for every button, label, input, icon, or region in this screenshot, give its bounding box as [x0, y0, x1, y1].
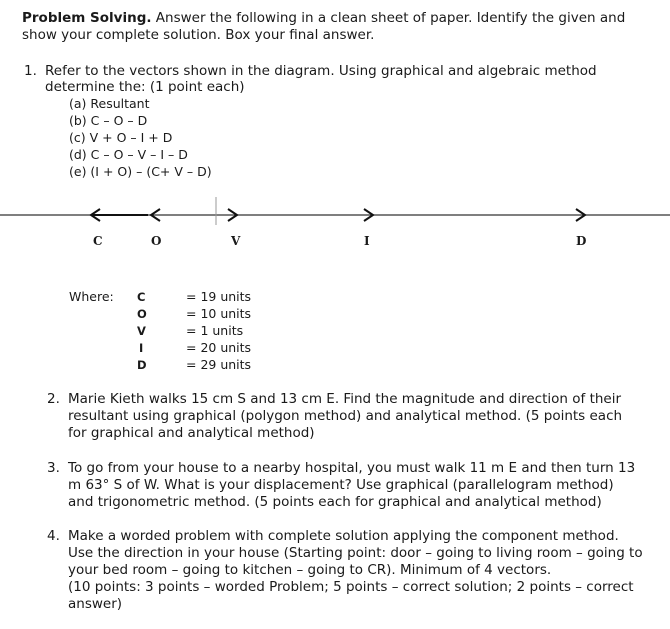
problem4-line: Use the direction in your house (Starting point: door – going to living room – going to: [68, 545, 643, 561]
problem1-line-2: determine the: (1 point each): [45, 79, 245, 95]
where-value: = 29 units: [186, 357, 252, 372]
problem3-number: 3.: [47, 460, 60, 476]
intro-line-1: [22, 10, 625, 26]
problem4-line: your bed room – going to kitchen – going to CR). Minimum of 4 vectors.: [68, 562, 552, 578]
problem1-item: (c) V + O – I + D: [69, 130, 173, 145]
vector-label-c: C: [93, 234, 103, 248]
where-value: = 19 units: [186, 289, 252, 304]
where-name: O: [137, 307, 147, 321]
intro-text-1: Answer the following in a clean sheet of paper. Identify the given and: [155, 10, 626, 26]
problem4-number: 4.: [47, 528, 60, 544]
where-value: = 10 units: [186, 306, 252, 321]
problem2-line: Marie Kieth walks 15 cm S and 13 cm E. Find the magnitude and direction of their: [68, 391, 622, 407]
intro-line-2: show your complete solution. Box your final answer.: [22, 27, 375, 43]
vector-label-i: I: [364, 234, 370, 248]
problem4-line: answer): [68, 596, 123, 612]
problem1-item: (d) C – O – V – I – D: [69, 147, 188, 162]
where-name: V: [137, 324, 146, 338]
where-name: C: [137, 290, 146, 304]
problem3-line: m 63° S of W. What is your displacement? Use graphical (parallelogram method): [68, 477, 614, 493]
problem2-line: resultant using graphical (polygon method) and analytical method. (5 points each: [68, 408, 623, 424]
heading: Problem Solving.: [22, 10, 152, 26]
vector-label-v: V: [231, 234, 241, 248]
problem4-line: Make a worded problem with complete solution applying the component method.: [68, 528, 619, 544]
problem1-line-1: Refer to the vectors shown in the diagram. Using graphical and algebraic method: [45, 63, 597, 79]
problem1-number: 1.: [24, 63, 37, 79]
problem2-line: for graphical and analytical method): [68, 425, 315, 441]
vector-label-o: O: [151, 234, 162, 248]
problem1-item: (b) C – O – D: [69, 113, 148, 128]
where-name: I: [139, 341, 144, 355]
vector-label-d: D: [576, 234, 587, 248]
where-value: = 1 units: [186, 323, 244, 338]
vector-diagram: [0, 195, 670, 225]
where-name: D: [137, 358, 147, 372]
problem2-number: 2.: [47, 391, 60, 407]
problem1-item: (e) (I + O) – (C+ V – D): [69, 164, 212, 179]
where-value: = 20 units: [186, 340, 252, 355]
problem4-line: (10 points: 3 points – worded Problem; 5 points – correct solution; 2 points – correct: [68, 579, 634, 595]
problem3-line: and trigonometric method. (5 points each for graphical and analytical method): [68, 494, 602, 510]
where-label: Where:: [69, 289, 114, 304]
problem3-line: To go from your house to a nearby hospital, you must walk 11 m E and then turn 13: [68, 460, 636, 476]
problem1-item: (a) Resultant: [69, 96, 150, 111]
